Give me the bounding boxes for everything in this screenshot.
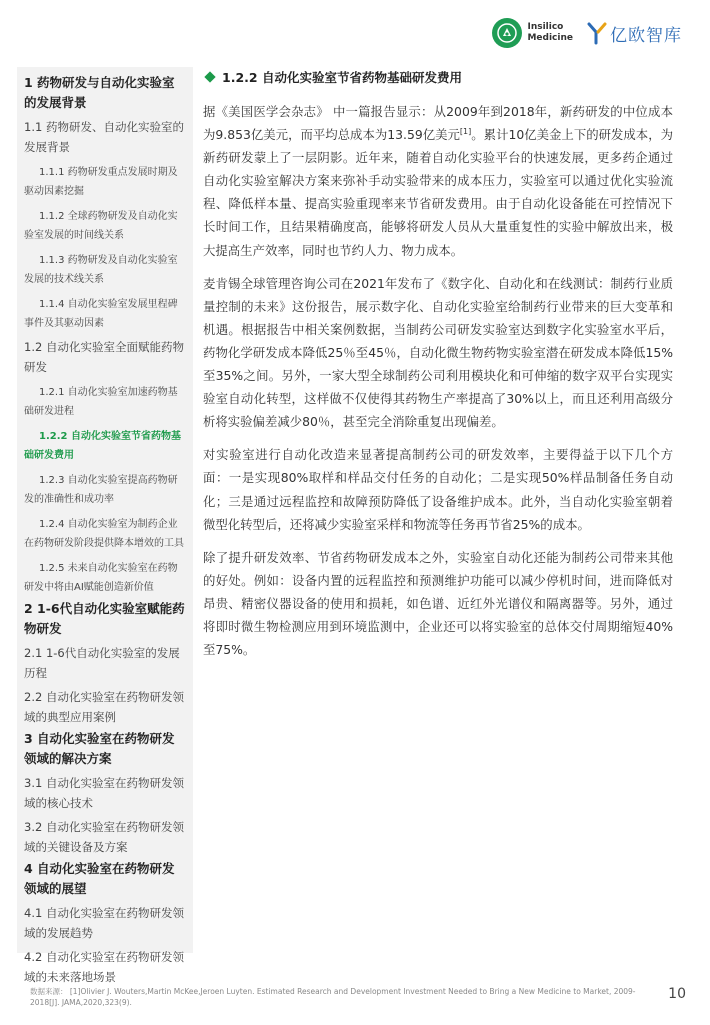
insilico-logo [492, 18, 573, 48]
diamond-bullet-icon [204, 71, 215, 82]
toc-item[interactable]: 4 自动化实验室在药物研发领域的展望 [24, 861, 175, 896]
insilico-mark-icon [492, 18, 522, 48]
toc-item[interactable]: 1.2.5 未来自动化实验室在药物研发中将由AI赋能创造新价值 [24, 563, 178, 593]
paragraph-1 [203, 100, 673, 262]
paragraph-1-text-b: 。累计10亿美金上下的研发成本，为新药研发蒙上了一层阴影。近年来，随着自动化实验平台的快速发展，更多药企通过自动化实验室解决方案来弥补手动实验带来的成本压力，实验室可以通过优化实验流程、降低样本量、提高实验重现率来节省研发费用。由于自动化设备能在可控情况下长时间工作，且结果精确度高，能够将研发人员从大量重复性的实验中解放出来，极大提高生产效率，同时也节约人力、物力成本。 [203, 127, 673, 258]
toc-item[interactable]: 1 药物研发与自动化实验室的发展背景 [24, 75, 175, 110]
page-number: 10 [668, 986, 686, 1002]
section-heading [204, 66, 673, 88]
toc-item[interactable]: 2.1 1-6代自动化实验室的发展历程 [24, 646, 180, 680]
paragraph-2: 麦肯锡全球管理咨询公司在2021年发布了《数字化、自动化和在线测试：制药行业质量控制的未来》这份报告，展示数字化、自动化实验室给制药行业带来的巨大变革和机遇。根据报告中相关案例数据，当制药公司研发实验室达到数字化实验室水平后，药物化学研发成本降低25％至45％，自动化微生物药物实验室潜在研发成本降低15%至35%之间。另外，一家大型全球制药公司利用模块化和可伸缩的数字双平台实现实验室自动化转型，这样做不仅使得其药物生产率提高了30%以上，而且还利用高级分析将实验偏差减少80％，甚至完全消除重复出现偏差。 [203, 275, 673, 430]
insilico-name: Insilico [527, 22, 564, 32]
paragraph-3: 对实验室进行自动化改造来显著提高制药公司的研发效率，主要得益于以下几个方面：一是实现80%取样和样品交付任务的自动化；二是实现50%样品制备任务自动化；三是通过远程监控和故障预防降低了设备维护成本。此外，当自动化实验室朝着微型化转型后，还将减少实验室采样和物流等任务再节省25%的成本。 [203, 447, 673, 532]
toc-item[interactable]: 1.1 药物研发、自动化实验室的发展背景 [24, 120, 184, 154]
insilico-sub: Medicine [527, 33, 573, 43]
toc-item[interactable]: 4.2 自动化实验室在药物研发领域的未来落地场景 [24, 950, 184, 984]
main-content [203, 66, 673, 661]
header-logos [492, 18, 682, 48]
toc-item[interactable]: 1.2.1 自动化实验室加速药物基础研发进程 [24, 387, 178, 417]
yiou-logo [587, 21, 682, 46]
footer-source: 数据来源： [1]Olivier J. Wouters,Martin McKee,Jeroen Luyten. Estimated Research and Development Investment Needed to Bring a New Medicine to Market, 2009-2018[J]. JAMA,2020,323(9). [30, 987, 636, 1007]
yiou-name: 亿欧智库 [610, 25, 682, 46]
table-of-contents [17, 67, 193, 984]
toc-item[interactable]: 3 自动化实验室在药物研发领域的解决方案 [24, 731, 175, 766]
toc-item[interactable]: 2 1-6代自动化实验室赋能药物研发 [24, 601, 185, 636]
paragraph-1-text-a: 据《美国医学会杂志》 中一篇报告显示：从2009年到2018年，新药研发的中位成本为9.853亿美元，而平均总成本为13.59亿美元 [203, 104, 673, 143]
toc-item[interactable]: 2.2 自动化实验室在药物研发领域的典型应用案例 [24, 690, 184, 724]
toc-item[interactable]: 1.1.1 药物研发重点发展时期及驱动因素挖掘 [24, 167, 178, 197]
toc-item[interactable]: 1.1.2 全球药物研发及自动化实验室发展的时间线关系 [24, 211, 178, 241]
toc-item[interactable]: 3.1 自动化实验室在药物研发领域的核心技术 [24, 776, 184, 810]
section-title: 1.2.2 自动化实验室节省药物基础研发费用 [222, 70, 462, 85]
toc-item[interactable]: 1.1.4 自动化实验室发展里程碑事件及其驱动因素 [24, 299, 178, 329]
paragraph-4: 除了提升研发效率、节省药物研发成本之外，实验室自动化还能为制药公司带来其他的好处。例如：设备内置的远程监控和预测维护功能可以减少停机时间，进而降低对昂贵、精密仪器设备的使用和损耗，如色谱、近红外光谱仪和隔离器等。另外，通过将即时微生物检测应用到环境监测中，企业还可以将实验室的总体交付周期缩短40%至75%。 [203, 549, 673, 658]
toc-item[interactable]: 1.1.3 药物研发及自动化实验室发展的技术线关系 [24, 255, 178, 285]
toc-item-active[interactable]: 1.2.2 自动化实验室节省药物基础研发费用 [24, 431, 181, 461]
toc-item[interactable]: 1.2 自动化实验室全面赋能药物研发 [24, 340, 184, 374]
toc-item[interactable]: 1.2.3 自动化实验室提高药物研发的准确性和成功率 [24, 475, 178, 505]
toc-item[interactable]: 3.2 自动化实验室在药物研发领域的关键设备及方案 [24, 820, 184, 854]
yiou-mark-icon [587, 21, 607, 45]
toc-item[interactable]: 1.2.4 自动化实验室为制药企业在药物研发阶段提供降本增效的工具 [24, 519, 184, 549]
citation-ref[interactable]: [1] [459, 126, 472, 136]
toc-item[interactable]: 4.1 自动化实验室在药物研发领域的发展趋势 [24, 906, 184, 940]
